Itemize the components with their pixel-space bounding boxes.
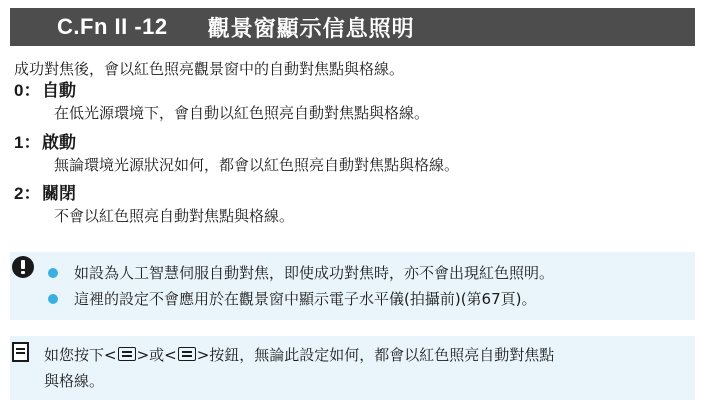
page-header bbox=[10, 8, 695, 46]
caution-list bbox=[48, 260, 554, 312]
note-text-line2: 與格線。 bbox=[44, 372, 105, 390]
caution-text: 如設為人工智慧伺服自動對焦，即使成功對焦時，亦不會出現紅色照明。 bbox=[74, 264, 555, 282]
note-box bbox=[10, 336, 695, 400]
option-label: 關閉 bbox=[42, 184, 76, 204]
note-text-part: 如您按下< bbox=[44, 346, 117, 364]
option-1 bbox=[14, 132, 459, 176]
option-2 bbox=[14, 183, 294, 227]
list-item bbox=[48, 286, 554, 312]
function-code: C.Fn II -12 bbox=[57, 14, 168, 39]
bullet-icon bbox=[48, 268, 58, 278]
option-0 bbox=[14, 80, 429, 124]
memo-icon bbox=[12, 342, 29, 362]
option-description: 無論環境光源狀況如何，都會以紅色照亮自動對焦點與格線。 bbox=[54, 156, 460, 174]
quick-control-button-icon bbox=[178, 347, 196, 361]
option-label: 啟動 bbox=[42, 133, 76, 153]
note-text-part: >或< bbox=[136, 346, 177, 364]
option-description: 在低光源環境下，會自動以紅色照亮自動對焦點與格線。 bbox=[54, 104, 430, 122]
info-button-icon bbox=[118, 347, 136, 361]
caution-icon bbox=[12, 256, 34, 278]
option-number: 0： bbox=[14, 81, 41, 100]
intro-text: 成功對焦後，會以紅色照亮觀景窗中的自動對焦點與格線。 bbox=[14, 60, 405, 78]
page-title: 觀景窗顯示信息照明 bbox=[207, 16, 415, 42]
caution-box bbox=[10, 252, 695, 320]
bullet-icon bbox=[48, 294, 58, 304]
caution-text: 這裡的設定不會應用於在觀景窗中顯示電子水平儀(拍攝前)(第67頁)。 bbox=[74, 290, 537, 308]
option-label: 自動 bbox=[42, 81, 76, 101]
option-number: 2： bbox=[14, 184, 41, 203]
note-text-part: >按鈕，無論此設定如何，都會以紅色照亮自動對焦點 bbox=[196, 346, 555, 364]
option-number: 1： bbox=[14, 133, 41, 152]
option-description: 不會以紅色照亮自動對焦點與格線。 bbox=[54, 207, 295, 225]
note-text bbox=[44, 342, 554, 394]
list-item bbox=[48, 260, 554, 286]
